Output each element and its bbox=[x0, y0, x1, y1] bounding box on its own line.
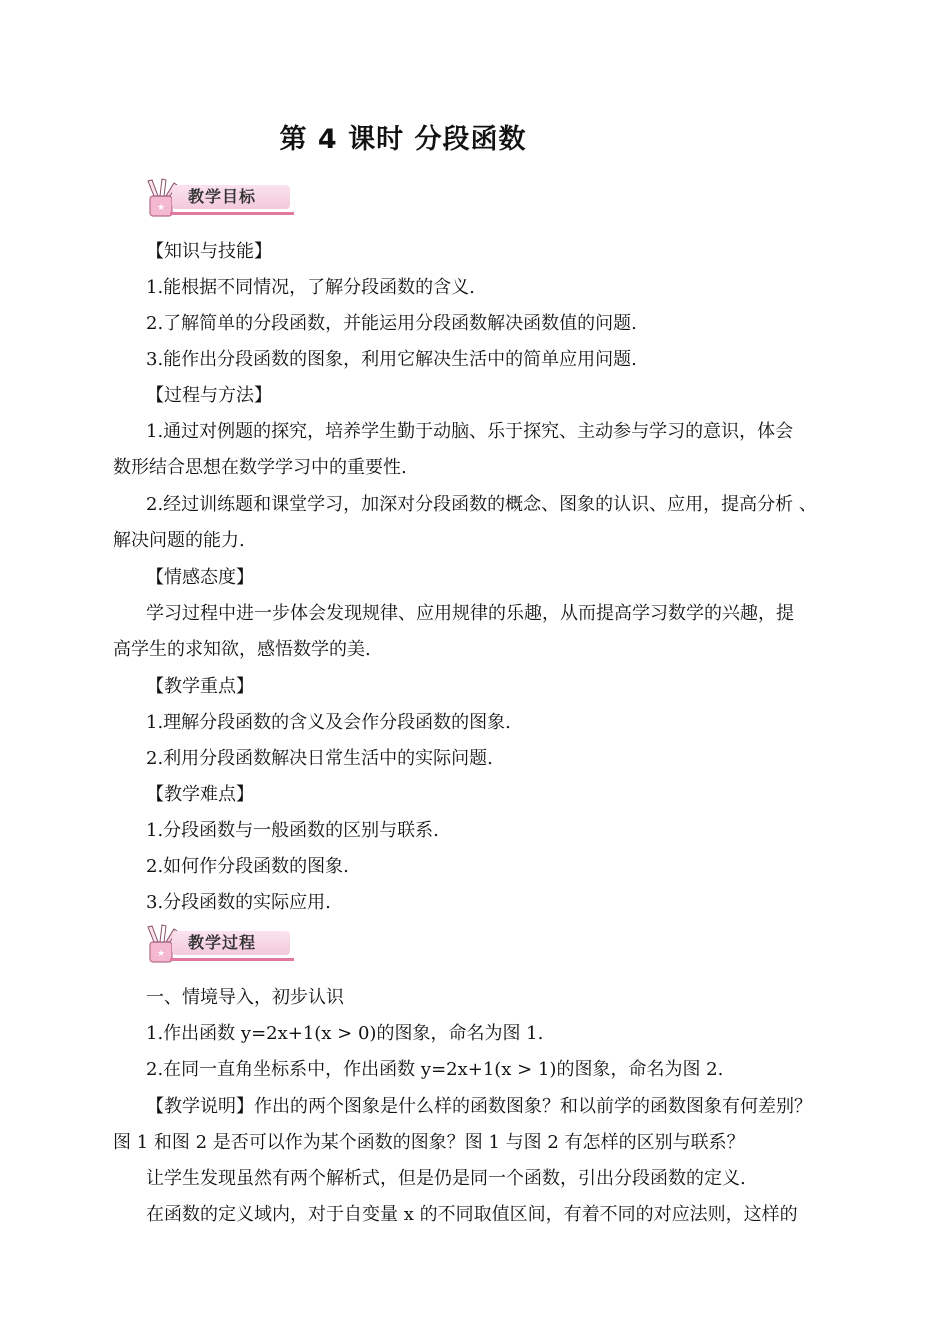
section-badge-process bbox=[142, 924, 294, 966]
heading-emotion: 【情感态度】 bbox=[146, 567, 254, 588]
heading-knowledge: 【知识与技能】 bbox=[146, 241, 272, 262]
list-item: 2.利用分段函数解决日常生活中的实际问题. bbox=[146, 748, 493, 769]
paragraph-line: 1.通过对例题的探究，培养学生勤于动脑、乐于探究、主动参与学习的意识，体会 bbox=[146, 421, 794, 442]
paragraph-line: 2.经过训练题和课堂学习，加深对分段函数的概念、图象的认识、应用，提高分析 、 bbox=[146, 494, 817, 515]
paragraph-line: 1.作出函数 y=2x+1(x > 0)的图象，命名为图 1. bbox=[146, 1023, 544, 1044]
paragraph-line: 高学生的求知欲，感悟数学的美. bbox=[113, 639, 371, 660]
paragraph-line: 让学生发现虽然有两个解析式，但是仍是同一个函数，引出分段函数的定义. bbox=[146, 1168, 746, 1189]
paragraph-line: 学习过程中进一步体会发现规律、应用规律的乐趣，从而提高学习数学的兴趣，提 bbox=[146, 603, 794, 624]
list-item: 3.能作出分段函数的图象，利用它解决生活中的简单应用问题. bbox=[146, 349, 637, 370]
paragraph-line: 2.在同一直角坐标系中，作出函数 y=2x+1(x > 1)的图象，命名为图 2. bbox=[146, 1059, 724, 1080]
section-badge-objectives bbox=[142, 178, 294, 220]
paragraph-line: 图 1 和图 2 是否可以作为某个函数的图象？图 1 与图 2 有怎样的区别与联系？ bbox=[113, 1132, 745, 1153]
svg-text:★: ★ bbox=[156, 949, 166, 959]
list-item: 2.了解简单的分段函数，并能运用分段函数解决函数值的问题. bbox=[146, 313, 637, 334]
heading-process-method: 【过程与方法】 bbox=[146, 385, 272, 406]
list-item: 1.分段函数与一般函数的区别与联系. bbox=[146, 820, 439, 841]
paragraph-line: 在函数的定义域内，对于自变量 x 的不同取值区间，有着不同的对应法则，这样的 bbox=[146, 1204, 798, 1225]
paragraph-line: 数形结合思想在数学学习中的重要性. bbox=[113, 457, 407, 478]
list-item: 1.能根据不同情况，了解分段函数的含义. bbox=[146, 277, 475, 298]
badge-label: 教学目标 bbox=[188, 187, 257, 206]
list-item: 1.理解分段函数的含义及会作分段函数的图象. bbox=[146, 712, 511, 733]
page-title: 第 4 课时 分段函数 bbox=[279, 124, 527, 155]
badge-underline bbox=[170, 958, 294, 961]
svg-text:★: ★ bbox=[156, 203, 166, 213]
section-heading: 一、情境导入，初步认识 bbox=[146, 987, 344, 1008]
heading-difficult-points: 【教学难点】 bbox=[146, 784, 254, 805]
paragraph-line: 解决问题的能力. bbox=[113, 530, 245, 551]
badge-underline bbox=[170, 212, 294, 215]
paragraph-line: 【教学说明】作出的两个图象是什么样的函数图象？和以前学的函数图象有何差别？ bbox=[146, 1096, 812, 1117]
heading-key-points: 【教学重点】 bbox=[146, 676, 254, 697]
badge-label: 教学过程 bbox=[188, 933, 257, 952]
list-item: 2.如何作分段函数的图象. bbox=[146, 856, 349, 877]
list-item: 3.分段函数的实际应用. bbox=[146, 892, 331, 913]
